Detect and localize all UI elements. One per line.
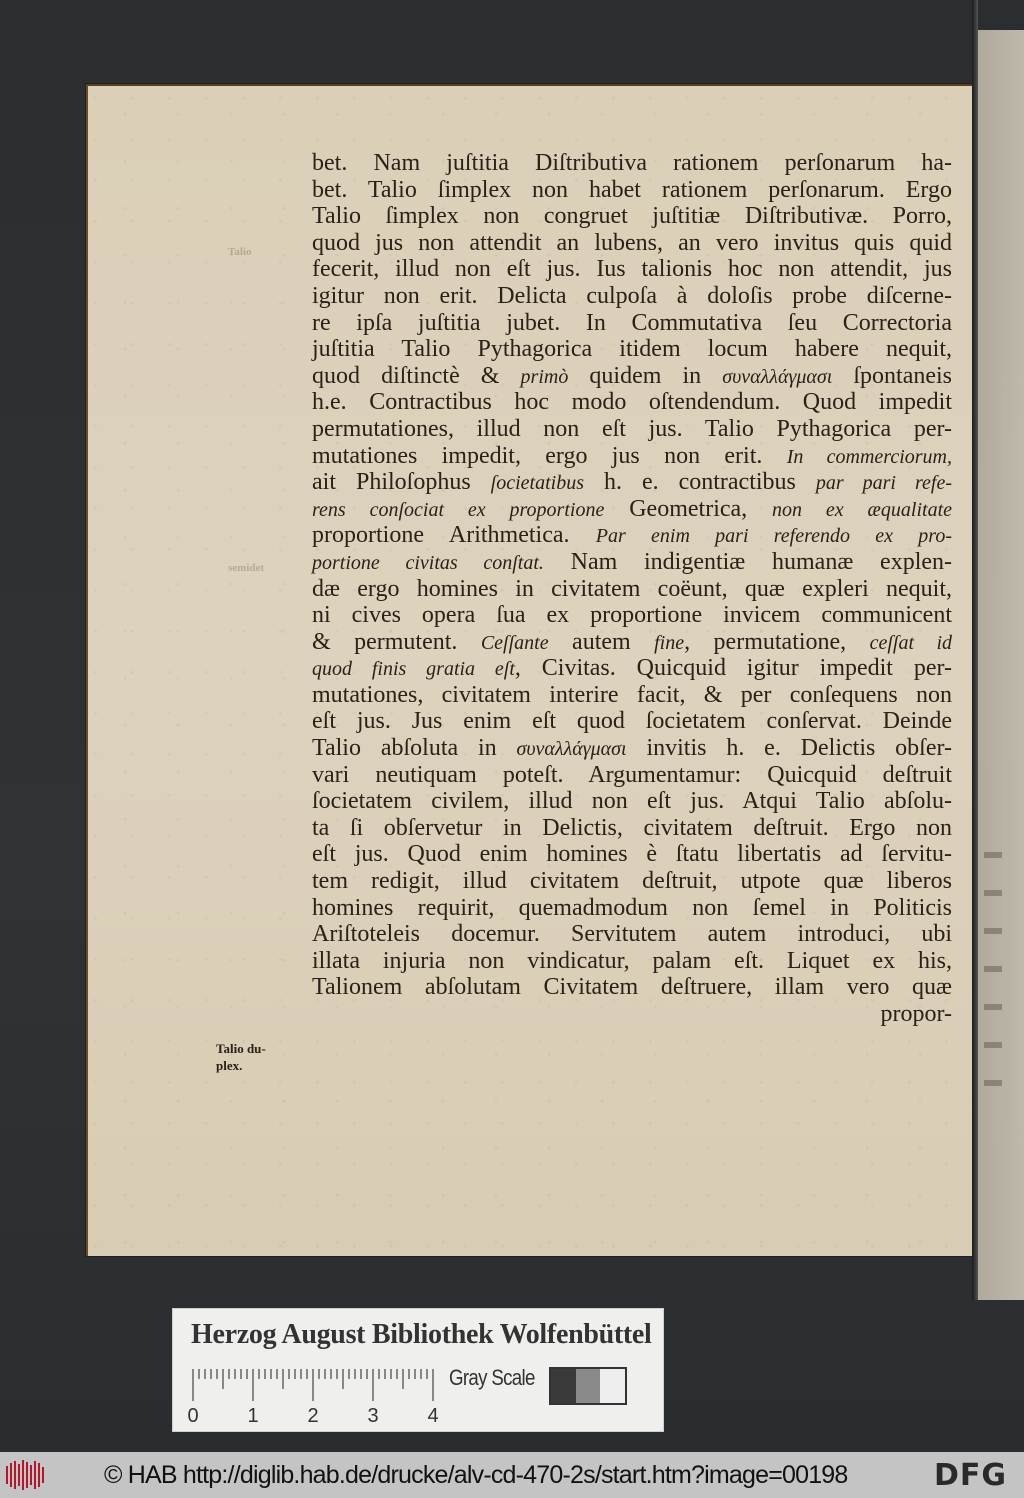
text-line: homines requirit, quemadmodum non ſemel in Politicis [312, 894, 952, 921]
color-ruler-card [172, 1308, 664, 1432]
ruler-numbers [187, 1405, 451, 1427]
text-line: & permutent. Ceſſante autem fine, permutatione, ceſſat id [312, 628, 953, 655]
text-line: juſtitia Talio Pythagorica itidem locum habere nequit, [312, 336, 952, 363]
bleed-through-note: Talio [228, 246, 252, 258]
margin-note-line: plex. [216, 1058, 243, 1073]
facing-page-edge [978, 30, 1024, 1300]
gray-swatch [600, 1369, 625, 1403]
facing-page-bleed-marks [984, 820, 1024, 1118]
text-line: bet. Talio ſimplex non habet rationem perſonarum. Ergo [312, 176, 952, 203]
text-line: quod diſtinctè & primò quidem in συναλλάγμασι ſpontaneis [312, 362, 953, 389]
text-line: ni cives opera ſua ex proportione invicem communicent [312, 602, 952, 629]
text-line: rens conſociat ex proportione Geometrica, non ex æqualitate [312, 495, 953, 522]
text-line: fecerit, illud non eſt jus. Ius talionis hoc non attendit, jus [312, 256, 952, 283]
library-name: Herzog August Bibliothek Wolfenbüttel [191, 1319, 652, 1350]
text-line: bet. Nam juſtitia Diſtributiva rationem perſonarum ha- [312, 150, 952, 176]
gray-swatch [551, 1369, 576, 1403]
text-line: permutationes, illud non eſt jus. Talio Pythagorica per- [312, 415, 952, 442]
catchword: propor- [880, 1001, 952, 1027]
gray-swatch [576, 1369, 601, 1403]
text-line: h.e. Contractibus hoc modo oſtendendum. Quod impedit [312, 389, 952, 416]
margin-note [216, 1040, 296, 1074]
text-line: Ariſtoteleis docemur. Servitutem autem introduci, ubi [312, 921, 952, 948]
text-line: tem redigit, illud civitatem deſtruit, utpote quæ liberos [312, 868, 952, 895]
text-line: quod jus non attendit an lubens, an vero invitus quis quid [312, 229, 952, 256]
text-line: mutationes, civitatem interire facit, & per conſequens non [312, 681, 952, 708]
ruler-number: 2 [307, 1405, 319, 1427]
text-line: dæ ergo homines in civitatem coëunt, quæ expleri nequit, [312, 575, 952, 602]
text-line: Talio ſimplex non congruet juſtitiæ Diſtributivæ. Porro, [312, 203, 952, 230]
bleed-through-note: semidet [228, 562, 265, 574]
dfg-logo: DFG [934, 1458, 1008, 1493]
footer-bar [0, 1452, 1024, 1498]
text-line: mutationes impedit, ergo jus non erit. In commerciorum, [312, 442, 952, 469]
text-line: ſocietatem civilem, illud non eſt jus. Atqui Talio abſolu- [312, 788, 952, 815]
text-line: Talio abſoluta in συναλλάγμασι invitis h. e. Delictis obſer- [312, 735, 952, 762]
gray-scale-label: Gray Scale [449, 1365, 535, 1390]
text-line: igitur non erit. Delicta culpoſa à doloſis probe diſcerne- [312, 282, 952, 309]
ruler-ticks [191, 1367, 441, 1407]
text-line: portione civitas conſtat. Nam indigentiæ humanæ explen- [312, 548, 953, 575]
text-line: ait Philoſophus ſocietatibus h. e. contractibus par pari refe- [312, 469, 952, 496]
text-line: quod finis gratia eſt, Civitas. Quicquid igitur impedit per- [312, 655, 952, 682]
text-line: illata injuria non vindicatur, palam eſt. Liquet ex his, [312, 947, 952, 974]
gray-scale-swatches [549, 1367, 627, 1405]
text-line: eſt jus. Quod enim homines è ſtatu libertatis ad ſervitu- [312, 841, 952, 868]
text-line: Talionem abſolutam Civitatem deſtruere, illam vero quæ [312, 974, 952, 1001]
hab-logo-icon [4, 1459, 48, 1491]
centimeter-ruler [187, 1367, 439, 1427]
ruler-number: 1 [247, 1405, 259, 1427]
ruler-number: 3 [367, 1405, 379, 1427]
text-line: eſt jus. Jus enim eſt quod ſocietatem conſervat. Deinde [312, 708, 952, 735]
text-line: re ipſa juſtitia jubet. In Commutativa ſeu Correctoria [312, 309, 952, 336]
text-line: proportione Arithmetica. Par enim pari referendo ex pro- [312, 522, 952, 549]
ruler-number: 0 [187, 1405, 199, 1427]
text-line: ta ſi obſervetur in Delictis, civitatem deſtruit. Ergo non [312, 814, 952, 841]
text-line: vari neutiquam poteſt. Argumentamur: Quicquid deſtruit [312, 761, 952, 788]
margin-note-line: Talio du- [216, 1041, 266, 1056]
ruler-number: 4 [427, 1405, 439, 1427]
page-body-text [312, 150, 952, 1028]
copyright-url[interactable]: © HAB http://diglib.hab.de/drucke/alv-cd-470-2s/start.htm?image=00198 [104, 1461, 848, 1489]
